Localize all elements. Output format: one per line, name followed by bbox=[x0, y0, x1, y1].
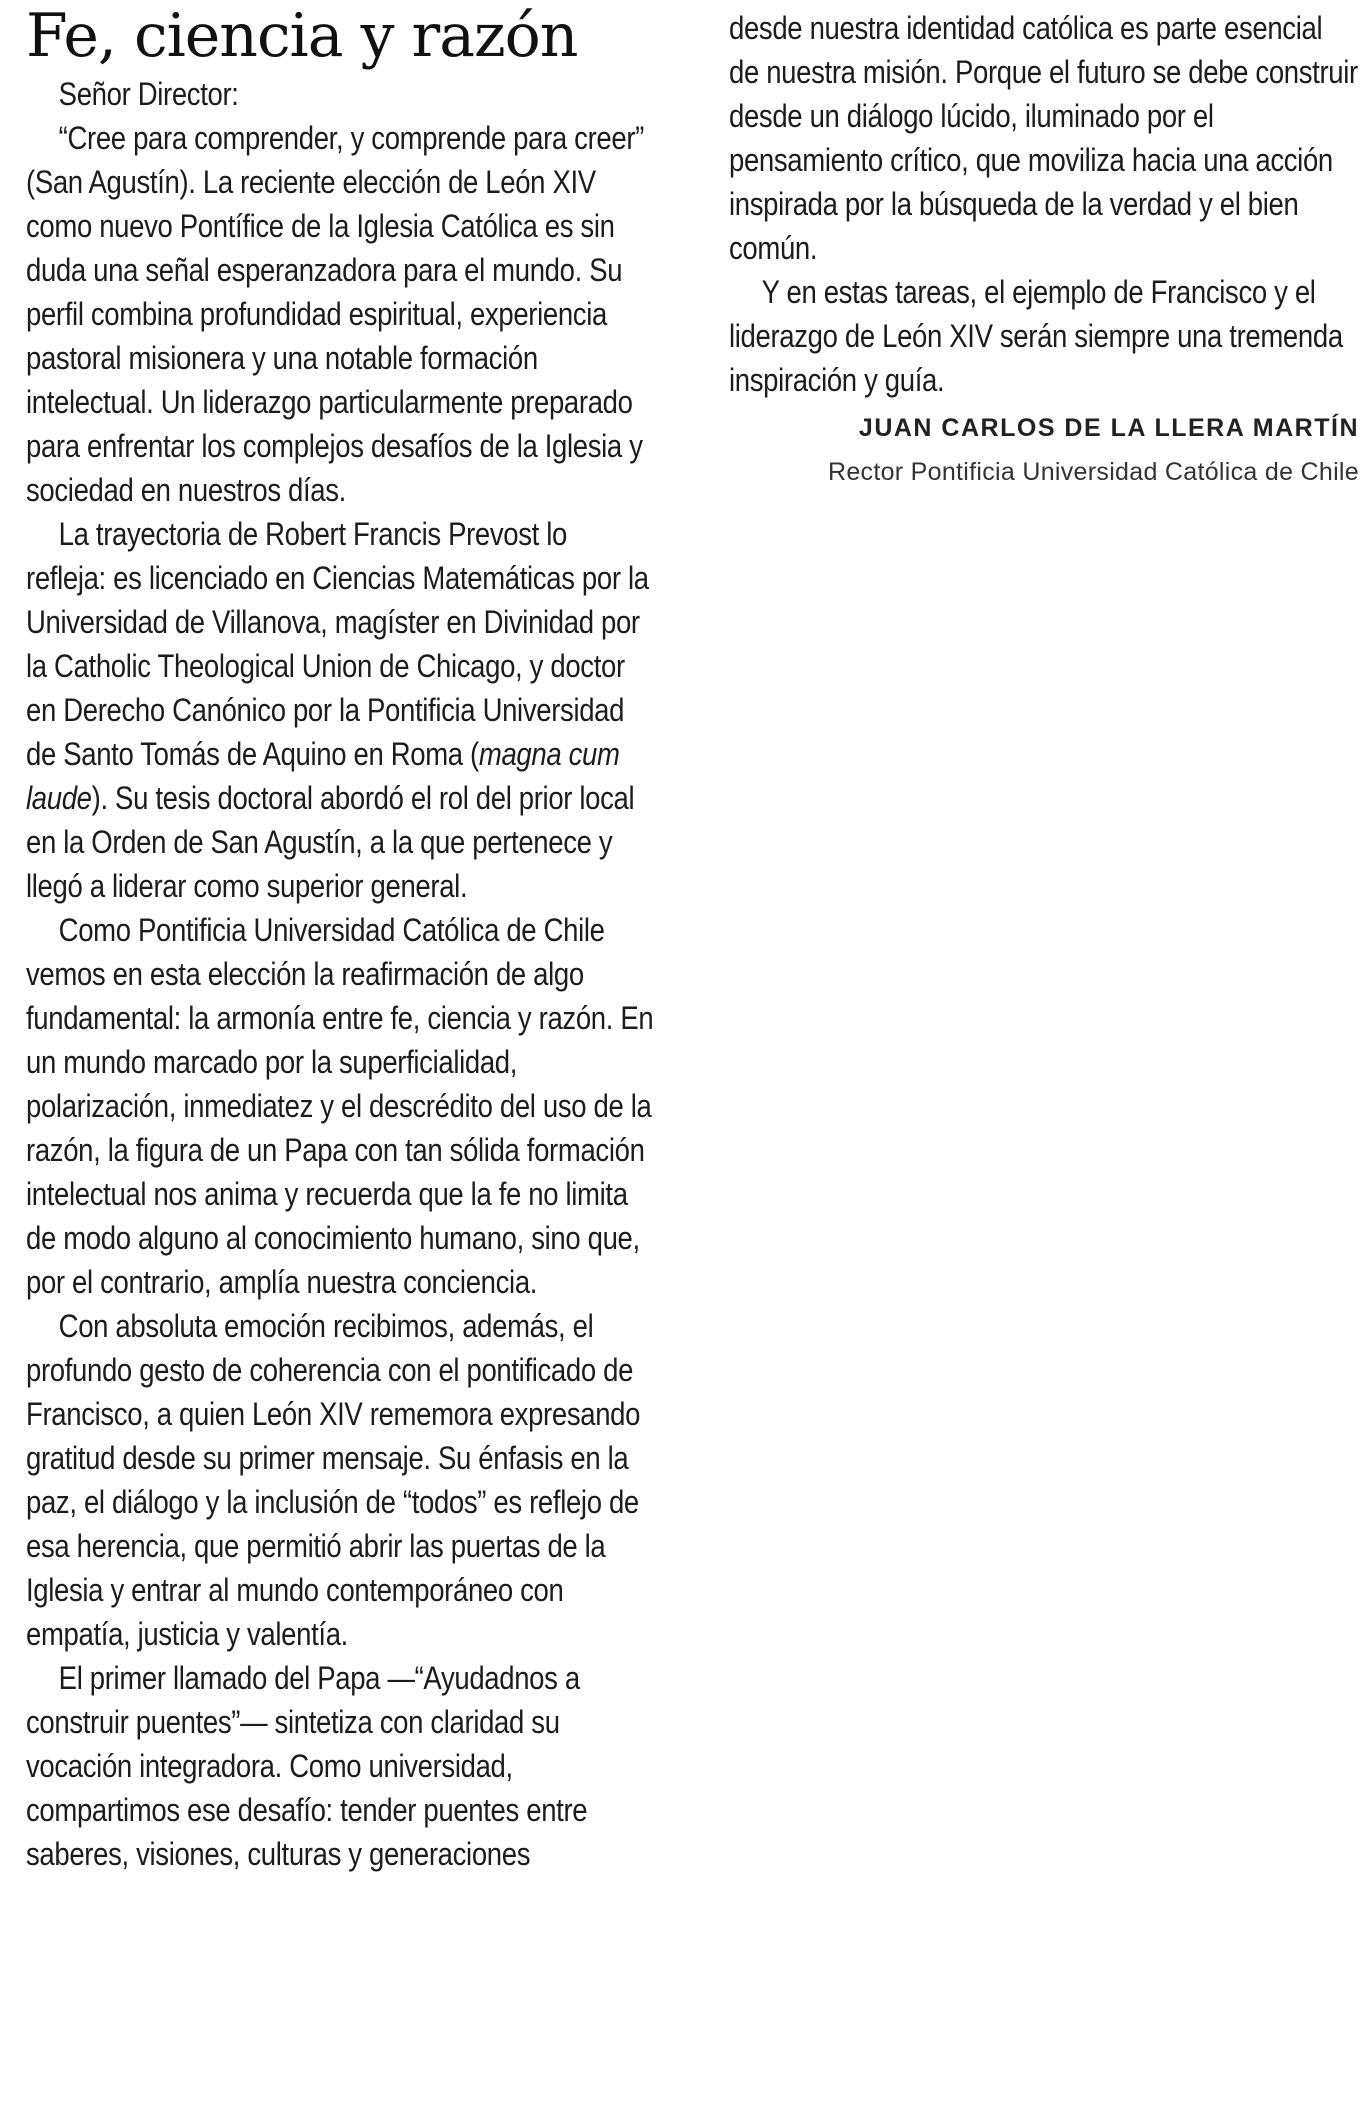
right-column-text bbox=[729, 6, 1359, 402]
paragraph-2-part-2: ). Su tesis doctoral abordó el rol del prior local en la Orden de San Agustín, a la que pertenece y llegó a liderar como superior general. bbox=[26, 780, 635, 904]
paragraph-5-start: El primer llamado del Papa —“Ayudadnos a construir puentes”— sintetiza con claridad su vocación integradora. Como universidad, compartimos ese desafío: tender puentes entre saberes, visiones, culturas y generaciones bbox=[26, 1660, 588, 1872]
left-column-text bbox=[26, 72, 654, 1876]
article-title: Fe, ciencia y razón bbox=[26, 1, 578, 71]
paragraph-2 bbox=[26, 512, 654, 908]
paragraph-5-continued: desde nuestra identidad católica es parte esencial de nuestra misión. Porque el futuro se debe construir desde un diálogo lúcido, iluminado por el pensamiento crítico, que moviliza hacia una acción inspirada por la búsqueda de la verdad y el bien común. bbox=[729, 10, 1358, 266]
paragraph-3: Como Pontificia Universidad Católica de Chile vemos en esta elección la reafirmación de algo fundamental: la armonía entre fe, ciencia y razón. En un mundo marcado por la superficialidad, polarización, inmediatez y el descrédito del uso de la razón, la figura de un Papa con tan sólida formación intelectual nos anima y recuerda que la fe no limita de modo alguno al conocimiento humano, sino que, por el contrario, amplía nuestra conciencia. bbox=[26, 912, 654, 1300]
latin-phrase: magna cum laude bbox=[26, 736, 620, 816]
paragraph-6: Y en estas tareas, el ejemplo de Francisco y el liderazgo de León XIV serán siempre una tremenda inspiración y guía. bbox=[729, 274, 1343, 398]
paragraph-1: “Cree para comprender, y comprende para creer” (San Agustín). La reciente elección de León XIV como nuevo Pontífice de la Iglesia Católica es sin duda una señal esperanzadora para el mundo. Su perfil combina profundidad espiritual, experiencia pastoral misionera y una notable formación intelectual. Un liderazgo particularmente preparado para enfrentar los complejos desafíos de la Iglesia y sociedad en nuestros días. bbox=[26, 120, 644, 508]
author-name: JUAN CARLOS DE LA LLERA MARTÍN bbox=[858, 414, 1359, 442]
author-role: Rector Pontificia Universidad Católica de Chile bbox=[827, 458, 1359, 486]
salutation: Señor Director: bbox=[58, 76, 239, 112]
right-column bbox=[729, 6, 1359, 486]
paragraph-4: Con absoluta emoción recibimos, además, el profundo gesto de coherencia con el pontificado de Francisco, a quien León XIV rememora expresando gratitud desde su primer mensaje. Su énfasis en la paz, el diálogo y la inclusión de “todos” es reflejo de esa herencia, que permitió abrir las puertas de la Iglesia y entrar al mundo contemporáneo con empatía, justicia y valentía. bbox=[26, 1308, 641, 1652]
paragraph-2-part-1: La trayectoria de Robert Francis Prevost lo refleja: es licenciado en Ciencias Matemáticas por la Universidad de Villanova, magíster en Divinidad por la Catholic Theological Union de Chicago, y doctor en Derecho Canónico por la Pontificia Universidad de Santo Tomás de Aquino en Roma ( bbox=[26, 516, 649, 772]
left-column bbox=[26, 0, 662, 1876]
